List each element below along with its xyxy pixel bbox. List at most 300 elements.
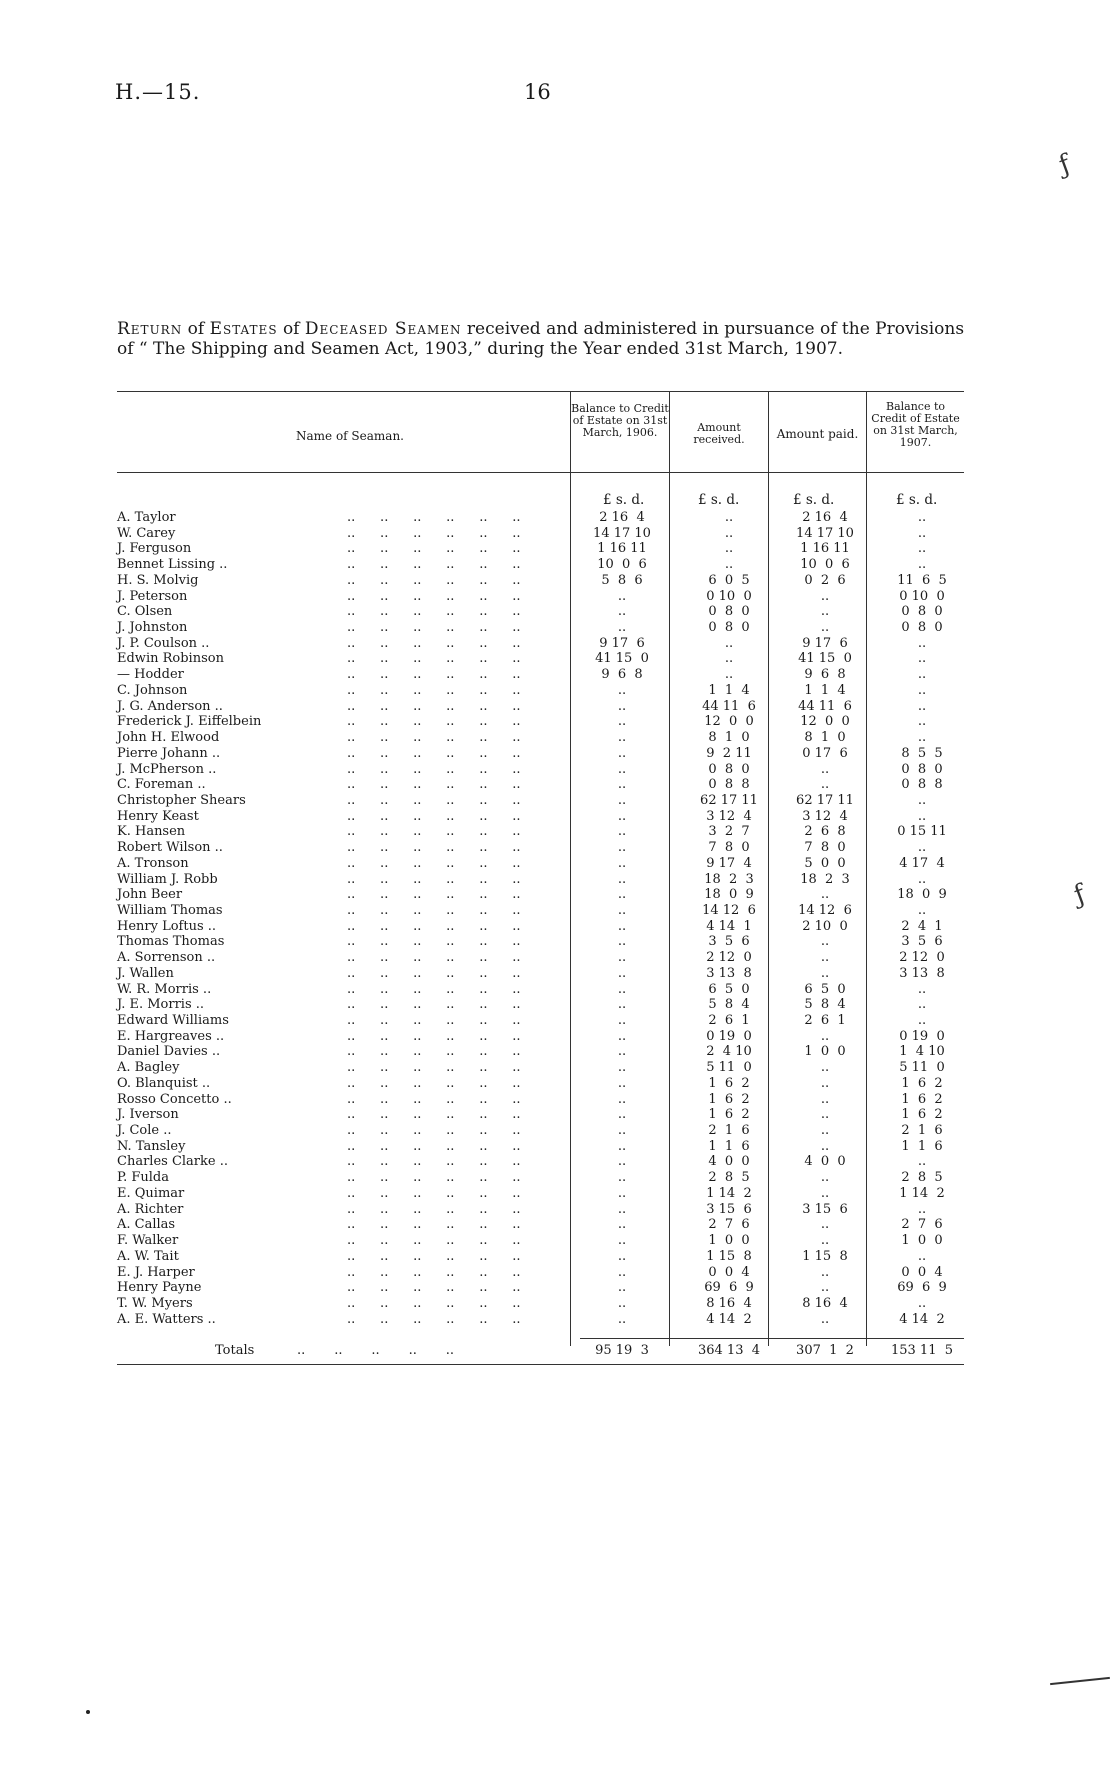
table-row <box>117 746 964 762</box>
table-row <box>117 541 964 557</box>
seaman-name: John H. Elwood <box>117 730 220 746</box>
balance-1907-cell: 0 8 0 <box>901 620 943 636</box>
amount-paid-cell: 1 16 11 <box>800 541 850 557</box>
balance-1906-cell: .. <box>617 965 627 981</box>
amount-received-cell: 69 6 9 <box>704 1280 754 1296</box>
balance-1907-cell: .. <box>917 651 927 667</box>
amount-paid-cell: 3 12 4 <box>802 808 848 824</box>
leader-dots: .. .. .. .. .. .. <box>347 1091 521 1107</box>
margin-pen-mark: ƒ <box>1055 149 1075 181</box>
balance-1906-cell: 5 8 6 <box>601 572 643 588</box>
balance-1906-cell: .. <box>617 840 627 856</box>
leader-dots: .. .. .. .. .. .. <box>347 1280 521 1296</box>
seaman-name: A. Bagley <box>117 1060 180 1076</box>
leader-dots: .. .. .. .. .. .. <box>347 1201 521 1217</box>
balance-1906-cell: 9 17 6 <box>599 635 645 651</box>
balance-1907-cell: .. <box>917 808 927 824</box>
amount-received-cell: 6 0 5 <box>708 572 750 588</box>
amount-received-cell: 8 16 4 <box>706 1295 752 1311</box>
amount-received-cell: 3 13 8 <box>706 965 752 981</box>
header-bottom-rule <box>117 472 964 473</box>
amount-paid-cell: .. <box>820 1028 830 1044</box>
leader-dots: .. .. .. .. .. .. <box>347 1170 521 1186</box>
amount-paid-cell: 6 5 0 <box>804 981 846 997</box>
leader-dots: .. .. .. .. .. .. <box>347 635 521 651</box>
balance-1907-cell: 3 5 6 <box>901 934 943 950</box>
amount-paid-cell: 2 6 8 <box>804 824 846 840</box>
balance-1906-cell: .. <box>617 902 627 918</box>
amount-received-cell: .. <box>724 541 734 557</box>
amount-paid-cell: 5 0 0 <box>804 855 846 871</box>
totals-top-rule <box>580 1338 964 1339</box>
leader-dots: .. .. .. .. .. .. <box>347 855 521 871</box>
leader-dots: .. .. .. .. .. .. <box>347 1075 521 1091</box>
leader-dots: .. .. .. .. .. .. <box>347 698 521 714</box>
seaman-name: Daniel Davies .. <box>117 1044 221 1060</box>
seaman-name: Henry Payne <box>117 1280 202 1296</box>
amount-paid-cell: .. <box>820 1170 830 1186</box>
balance-1906-cell: .. <box>617 1264 627 1280</box>
leader-dots: .. .. .. .. .. .. <box>347 1028 521 1044</box>
table-row <box>117 903 964 919</box>
seaman-name: Frederick J. Eiffelbein <box>117 714 262 730</box>
table-row <box>117 573 964 589</box>
table-row <box>117 1249 964 1265</box>
amount-received-cell: 9 17 4 <box>706 855 752 871</box>
table-row <box>117 667 964 683</box>
leader-dots: .. .. .. .. .. .. <box>347 902 521 918</box>
seaman-name: Bennet Lissing .. <box>117 557 228 573</box>
amount-paid-cell: 5 8 4 <box>804 997 846 1013</box>
balance-1907-cell: 1 14 2 <box>899 1185 945 1201</box>
amount-paid-cell: 9 6 8 <box>804 667 846 683</box>
amount-paid-cell: 8 16 4 <box>802 1295 848 1311</box>
table-row <box>117 1296 964 1312</box>
balance-1906-cell: .. <box>617 950 627 966</box>
amount-paid-cell: 41 15 0 <box>798 651 852 667</box>
table-row <box>117 557 964 573</box>
amount-received-cell: 44 11 6 <box>702 698 756 714</box>
balance-1907-cell: 1 0 0 <box>901 1233 943 1249</box>
margin-pen-stroke <box>1050 1677 1110 1685</box>
amount-received-cell: 8 1 0 <box>708 730 750 746</box>
table-row <box>117 919 964 935</box>
amount-received-cell: 3 12 4 <box>706 808 752 824</box>
balance-1907-cell: .. <box>917 1201 927 1217</box>
amount-received-cell: 2 6 1 <box>708 1013 750 1028</box>
amount-paid-cell: .. <box>820 887 830 903</box>
balance-1906-cell: .. <box>617 1233 627 1249</box>
balance-1906-cell: 2 16 4 <box>599 510 645 525</box>
balance-1906-cell: .. <box>617 682 627 698</box>
amount-received-cell: 5 8 4 <box>708 997 750 1013</box>
amount-received-cell: 0 0 4 <box>708 1264 750 1280</box>
balance-1906-cell: .. <box>617 1154 627 1170</box>
title-of-2: of <box>277 319 305 339</box>
leader-dots: .. .. .. .. .. .. <box>347 918 521 934</box>
amount-received-cell: 4 0 0 <box>708 1154 750 1170</box>
balance-1907-cell: .. <box>917 1248 927 1264</box>
amount-received-cell: 5 11 0 <box>706 1060 752 1076</box>
seaman-name: J. Cole .. <box>117 1123 172 1139</box>
table-row <box>117 856 964 872</box>
amount-received-cell: 1 6 2 <box>708 1091 750 1107</box>
totals-row <box>117 1342 964 1360</box>
seamen-table-body <box>117 510 964 1327</box>
total-amount-paid: 307 1 2 <box>796 1343 854 1358</box>
table-row <box>117 636 964 652</box>
leader-dots: .. .. .. .. .. .. <box>347 1248 521 1264</box>
seaman-name: Edward Williams <box>117 1013 229 1028</box>
balance-1906-cell: .. <box>617 1185 627 1201</box>
balance-1906-cell: .. <box>617 1217 627 1233</box>
balance-1906-cell: 9 6 8 <box>601 667 643 683</box>
seaman-name: A. Taylor <box>117 510 176 525</box>
balance-1906-cell: .. <box>617 824 627 840</box>
amount-received-cell: 2 4 10 <box>706 1044 752 1060</box>
leader-dots: .. .. .. .. .. .. <box>347 1013 521 1028</box>
table-row <box>117 997 964 1013</box>
balance-1906-cell: .. <box>617 855 627 871</box>
table-row <box>117 950 964 966</box>
amount-paid-cell: 1 15 8 <box>802 1248 848 1264</box>
table-row <box>117 1092 964 1108</box>
leader-dots: .. .. .. .. .. .. <box>347 965 521 981</box>
balance-1907-cell: .. <box>917 840 927 856</box>
seaman-name: Thomas Thomas <box>117 934 225 950</box>
balance-1906-cell: .. <box>617 934 627 950</box>
units-amount-paid: £ s. d. <box>793 492 835 508</box>
balance-1906-cell: .. <box>617 1075 627 1091</box>
seaman-name: K. Hansen <box>117 824 186 840</box>
balance-1907-cell: .. <box>917 682 927 698</box>
amount-received-cell: 2 1 6 <box>708 1123 750 1139</box>
balance-1907-cell: 18 0 9 <box>897 887 947 903</box>
balance-1907-cell: .. <box>917 1013 927 1028</box>
column-header-balance-1906: Balance to Credit of Estate on 31st March, 1906. <box>571 402 669 439</box>
seaman-name: A. Sorrenson .. <box>117 950 216 966</box>
balance-1906-cell: .. <box>617 714 627 730</box>
amount-paid-cell: 12 0 0 <box>800 714 850 730</box>
balance-1906-cell: 10 0 6 <box>597 557 647 573</box>
balance-1907-cell: .. <box>917 557 927 573</box>
balance-1907-cell: 1 6 2 <box>901 1075 943 1091</box>
amount-received-cell: 0 10 0 <box>706 588 752 604</box>
amount-paid-cell: 4 0 0 <box>804 1154 846 1170</box>
table-row <box>117 762 964 778</box>
table-row <box>117 1233 964 1249</box>
balance-1907-cell: 1 6 2 <box>901 1091 943 1107</box>
leader-dots: .. .. .. .. .. .. <box>347 651 521 667</box>
balance-1907-cell: 2 1 6 <box>901 1123 943 1139</box>
balance-1906-cell: .. <box>617 981 627 997</box>
seaman-name: H. S. Molvig <box>117 572 199 588</box>
balance-1906-cell: .. <box>617 808 627 824</box>
seaman-name: C. Foreman .. <box>117 777 206 793</box>
balance-1906-cell: .. <box>617 1295 627 1311</box>
amount-received-cell: 0 19 0 <box>706 1028 752 1044</box>
table-row <box>117 934 964 950</box>
balance-1907-cell: 4 14 2 <box>899 1311 945 1327</box>
amount-paid-cell: 2 6 1 <box>804 1013 846 1028</box>
balance-1906-cell: .. <box>617 761 627 777</box>
amount-received-cell: 12 0 0 <box>704 714 754 730</box>
balance-1907-cell: 0 8 8 <box>901 777 943 793</box>
seaman-name: J. G. Anderson .. <box>117 698 223 714</box>
balance-1906-cell: 14 17 10 <box>593 525 651 541</box>
leader-dots: .. .. .. .. .. .. <box>347 1295 521 1311</box>
balance-1907-cell: 2 8 5 <box>901 1170 943 1186</box>
balance-1906-cell: .. <box>617 777 627 793</box>
balance-1906-cell: .. <box>617 1138 627 1154</box>
title-deceased-seamen: Deceased Seamen <box>304 319 462 339</box>
leader-dots: .. .. .. .. .. .. <box>347 808 521 824</box>
table-row <box>117 604 964 620</box>
balance-1907-cell: 69 6 9 <box>897 1280 947 1296</box>
balance-1907-cell: 0 0 4 <box>901 1264 943 1280</box>
leader-dots: .. .. .. .. .. .. <box>347 997 521 1013</box>
title-of-1: of <box>182 319 210 339</box>
leader-dots: .. .. .. .. .. .. <box>347 1060 521 1076</box>
balance-1907-cell: .. <box>917 871 927 887</box>
table-row <box>117 1123 964 1139</box>
seaman-name: William J. Robb <box>117 871 218 887</box>
leader-dots: .. .. .. .. .. .. <box>347 1123 521 1139</box>
balance-1906-cell: .. <box>617 887 627 903</box>
amount-paid-cell: 44 11 6 <box>798 698 852 714</box>
amount-received-cell: 1 6 2 <box>708 1075 750 1091</box>
table-row <box>117 1202 964 1218</box>
amount-paid-cell: .. <box>820 761 830 777</box>
balance-1907-cell: 2 7 6 <box>901 1217 943 1233</box>
document-reference: H.—15. <box>115 80 201 104</box>
amount-received-cell: 2 12 0 <box>706 950 752 966</box>
balance-1906-cell: .. <box>617 1123 627 1139</box>
amount-received-cell: .. <box>724 667 734 683</box>
balance-1906-cell: .. <box>617 1044 627 1060</box>
balance-1907-cell: 0 19 0 <box>899 1028 945 1044</box>
amount-received-cell: 1 1 4 <box>708 682 750 698</box>
table-row <box>117 526 964 542</box>
leader-dots: .. .. .. .. .. .. <box>347 1044 521 1060</box>
leader-dots: .. .. .. .. .. .. <box>347 1264 521 1280</box>
amount-received-cell: 3 2 7 <box>708 824 750 840</box>
amount-received-cell: 6 5 0 <box>708 981 750 997</box>
amount-received-cell: .. <box>724 525 734 541</box>
amount-paid-cell: 14 17 10 <box>796 525 854 541</box>
seaman-name: P. Fulda <box>117 1170 169 1186</box>
amount-paid-cell: .. <box>820 1091 830 1107</box>
amount-received-cell: 0 8 0 <box>708 761 750 777</box>
leader-dots: .. .. .. .. .. .. <box>347 1107 521 1123</box>
balance-1907-cell: 2 12 0 <box>899 950 945 966</box>
amount-received-cell: 62 17 11 <box>700 792 758 808</box>
leader-dots: .. .. .. .. .. .. <box>347 871 521 887</box>
table-row <box>117 1076 964 1092</box>
balance-1907-cell: 2 4 1 <box>901 918 943 934</box>
seaman-name: — Hodder <box>117 667 184 683</box>
amount-paid-cell: .. <box>820 934 830 950</box>
amount-paid-cell: 10 0 6 <box>800 557 850 573</box>
leader-dots: .. .. .. .. .. .. <box>347 792 521 808</box>
balance-1907-cell: .. <box>917 792 927 808</box>
seaman-name: Christopher Shears <box>117 792 246 808</box>
table-row <box>117 872 964 888</box>
balance-1906-cell: 41 15 0 <box>595 651 649 667</box>
amount-paid-cell: .. <box>820 1138 830 1154</box>
seaman-name: Henry Keast <box>117 808 199 824</box>
table-row <box>117 1154 964 1170</box>
leader-dots: .. .. .. .. .. .. <box>347 1185 521 1201</box>
title-estates: Estates <box>209 319 278 339</box>
table-row <box>117 1217 964 1233</box>
table-row <box>117 1060 964 1076</box>
table-row <box>117 651 964 667</box>
amount-received-cell: 14 12 6 <box>702 902 756 918</box>
leader-dots: .. .. .. .. .. .. <box>347 840 521 856</box>
balance-1907-cell: 3 13 8 <box>899 965 945 981</box>
balance-1906-cell: .. <box>617 698 627 714</box>
table-row <box>117 730 964 746</box>
amount-paid-cell: .. <box>820 965 830 981</box>
table-row <box>117 1170 964 1186</box>
seaman-name: N. Tansley <box>117 1138 186 1154</box>
balance-1907-cell: .. <box>917 730 927 746</box>
table-row <box>117 777 964 793</box>
table-row <box>117 620 964 636</box>
table-row <box>117 510 964 526</box>
leader-dots: .. .. .. .. .. .. <box>347 1138 521 1154</box>
seaman-name: Henry Loftus .. <box>117 918 217 934</box>
amount-paid-cell: 14 12 6 <box>798 902 852 918</box>
amount-paid-cell: .. <box>820 1233 830 1249</box>
seaman-name: E. J. Harper <box>117 1264 195 1280</box>
table-row <box>117 887 964 903</box>
balance-1907-cell: .. <box>917 525 927 541</box>
amount-paid-cell: .. <box>820 1060 830 1076</box>
units-balance-1906: £ s. d. <box>603 492 645 508</box>
leader-dots: .. .. .. .. .. .. <box>347 745 521 761</box>
amount-paid-cell: 18 2 3 <box>800 871 850 887</box>
amount-received-cell: 18 2 3 <box>704 871 754 887</box>
balance-1906-cell: 1 16 11 <box>597 541 647 557</box>
table-row <box>117 809 964 825</box>
amount-received-cell: 0 8 0 <box>708 604 750 620</box>
table-row <box>117 1107 964 1123</box>
balance-1907-cell: 4 17 4 <box>899 855 945 871</box>
table-row <box>117 1044 964 1060</box>
amount-received-cell: 2 8 5 <box>708 1170 750 1186</box>
seaman-name: E. Hargreaves .. <box>117 1028 225 1044</box>
seaman-name: W. R. Morris .. <box>117 981 212 997</box>
balance-1907-cell: .. <box>917 1154 927 1170</box>
leader-dots: .. .. .. .. .. .. <box>347 588 521 604</box>
leader-dots: .. .. .. .. .. .. <box>347 604 521 620</box>
balance-1907-cell: .. <box>917 510 927 525</box>
amount-received-cell: .. <box>724 651 734 667</box>
balance-1906-cell: .. <box>617 604 627 620</box>
balance-1907-cell: .. <box>917 541 927 557</box>
seaman-name: O. Blanquist .. <box>117 1075 211 1091</box>
total-balance-1906: 95 19 3 <box>595 1343 649 1358</box>
title-lead: Return <box>117 319 183 339</box>
total-balance-1907: 153 11 5 <box>890 1343 954 1358</box>
balance-1906-cell: .. <box>617 1280 627 1296</box>
amount-paid-cell: .. <box>820 950 830 966</box>
balance-1906-cell: .. <box>617 1170 627 1186</box>
leader-dots: .. .. .. .. .. .. <box>347 730 521 746</box>
amount-paid-cell: 7 8 0 <box>804 840 846 856</box>
seaman-name: C. Johnson <box>117 682 188 698</box>
units-amount-received: £ s. d. <box>698 492 740 508</box>
leader-dots: .. .. .. .. .. .. <box>347 761 521 777</box>
header-top-rule <box>117 391 964 392</box>
leader-dots: .. .. .. .. .. .. <box>347 950 521 966</box>
seaman-name: E. Quimar <box>117 1185 185 1201</box>
seaman-name: W. Carey <box>117 525 176 541</box>
balance-1906-cell: .. <box>617 1201 627 1217</box>
table-title <box>117 319 967 359</box>
amount-received-cell: 3 15 6 <box>706 1201 752 1217</box>
balance-1907-cell: .. <box>917 635 927 651</box>
amount-paid-cell: 62 17 11 <box>796 792 854 808</box>
balance-1906-cell: .. <box>617 1028 627 1044</box>
seaman-name: J. McPherson .. <box>117 761 217 777</box>
table-row <box>117 714 964 730</box>
seaman-name: J. Ferguson <box>117 541 192 557</box>
leader-dots: .. .. .. .. .. .. <box>347 1154 521 1170</box>
leader-dots: .. .. .. .. .. .. <box>347 510 521 525</box>
amount-paid-cell: 0 2 6 <box>804 572 846 588</box>
balance-1907-cell: .. <box>917 714 927 730</box>
balance-1906-cell: .. <box>617 1311 627 1327</box>
seaman-name: J. Iverson <box>117 1107 179 1123</box>
seaman-name: A. Richter <box>117 1201 184 1217</box>
amount-received-cell: 1 15 8 <box>706 1248 752 1264</box>
table-row <box>117 982 964 998</box>
units-balance-1907: £ s. d. <box>896 492 938 508</box>
amount-paid-cell: .. <box>820 588 830 604</box>
leader-dots: .. .. .. .. .. .. <box>347 1217 521 1233</box>
leader-dots: .. .. .. .. .. .. <box>347 525 521 541</box>
leader-dots: .. .. .. .. .. .. <box>347 682 521 698</box>
leader-dots: .. .. .. .. .. .. <box>347 824 521 840</box>
amount-paid-cell: 2 10 0 <box>802 918 848 934</box>
balance-1907-cell: 0 8 0 <box>901 604 943 620</box>
balance-1906-cell: .. <box>617 1060 627 1076</box>
leader-dots: .. .. .. .. .. .. <box>347 572 521 588</box>
leader-dots: .. .. .. .. .. .. <box>347 1311 521 1327</box>
seaman-name: A. Tronson <box>117 855 189 871</box>
balance-1907-cell: 8 5 5 <box>901 745 943 761</box>
seaman-name: John Beer <box>117 887 183 903</box>
balance-1906-cell: .. <box>617 1013 627 1028</box>
seaman-name: Edwin Robinson <box>117 651 224 667</box>
amount-paid-cell: .. <box>820 1280 830 1296</box>
table-row <box>117 1312 964 1328</box>
table-row <box>117 589 964 605</box>
seaman-name: J. Johnston <box>117 620 188 636</box>
leader-dots: .. .. .. .. .. .. <box>347 777 521 793</box>
seaman-name: A. E. Watters .. <box>117 1311 216 1327</box>
table-row <box>117 966 964 982</box>
amount-received-cell: 1 1 6 <box>708 1138 750 1154</box>
seaman-name: A. W. Tait <box>117 1248 179 1264</box>
seaman-name: J. Wallen <box>117 965 174 981</box>
leader-dots: .. .. .. .. .. .. <box>347 667 521 683</box>
leader-dots: .. .. .. .. .. .. <box>347 981 521 997</box>
table-row <box>117 1139 964 1155</box>
